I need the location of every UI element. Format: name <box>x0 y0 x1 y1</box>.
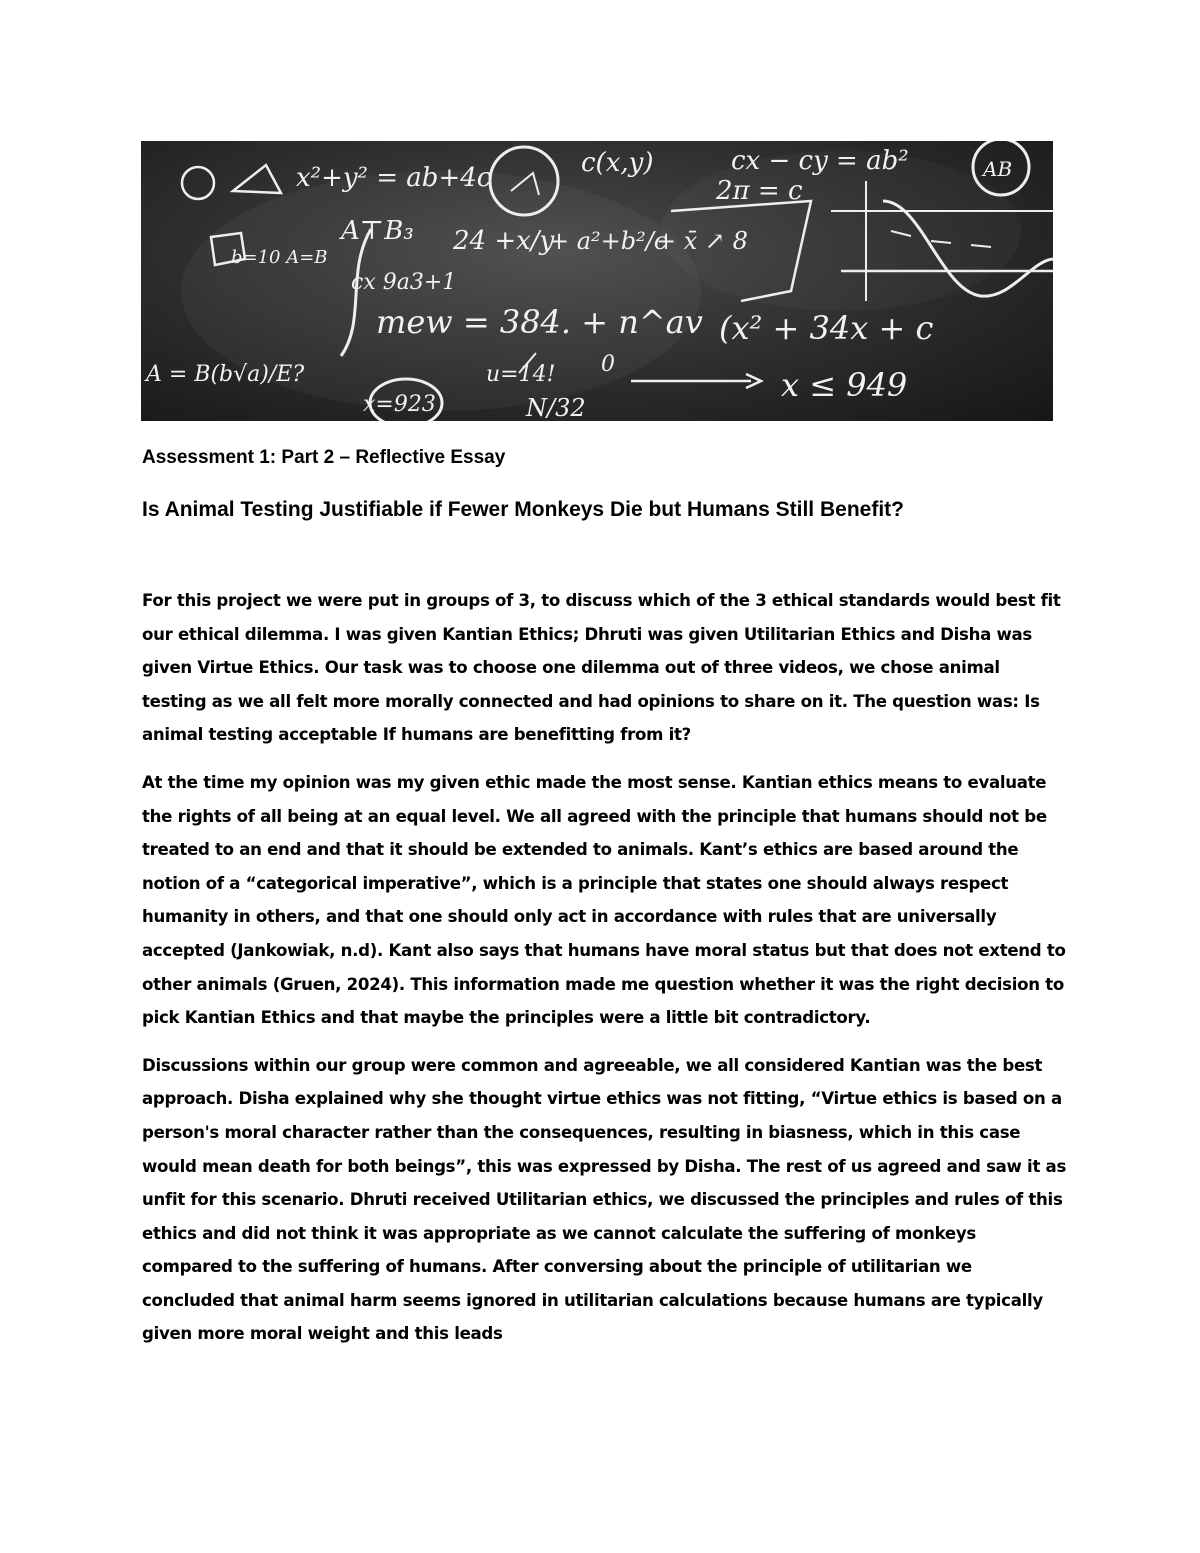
paragraph: At the time my opinion was my given ethic made the most sense. Kantian ethics means to evaluate the rights of all being at an equal level. We all agreed with the principle that humans should not be treated to an end and that it should be extended to animals. Kant’s ethics are based around the notion of a “categorical imperative”, which is a principle that states one should always respect humanity in others, and that one should only act in accordance with rules that are universally accepted (Jankowiak, n.d). Kant also says that humans have moral status but that does not extend to other animals (Gruen, 2024). This information made me question whether it was the right decision to pick Kantian Ethics and that maybe the principles were a little bit contradictory. <box>142 772 1066 1028</box>
paragraph: Discussions within our group were common and agreeable, we all considered Kantian was the best approach. Disha explained why she thought virtue ethics was not fitting, “Virtue ethics is based on a person's moral character rather than the consequences, resulting in biasness, which in this case would mean death for both beings”, this was expressed by Disha. The rest of us agreed and saw it as unfit for this scenario. Dhruti received Utilitarian ethics, we discussed the principles and rules of this ethics and did not think it was appropriate as we cannot calculate the suffering of monkeys compared to the suffering of humans. After conversing about the principle of utilitarian we concluded that animal harm seems ignored in utilitarian calculations because humans are typically given more moral weight and this leads <box>142 1055 1067 1344</box>
formula-text: N/32 <box>526 394 586 421</box>
formula-text: cx 9a3+1 <box>351 270 457 295</box>
formula-text: + x̄ ↗ 8 <box>656 227 748 255</box>
formula-text: c(x,y) <box>581 148 654 178</box>
formula-text: x ≤ 949 <box>781 366 908 404</box>
formula-text: (x² + 34x + c <box>719 309 934 347</box>
essay-title: Is Animal Testing Justifiable if Fewer Monkeys Die but Humans Still Benefit? <box>142 498 904 521</box>
formula-text: u=14! <box>486 362 556 387</box>
formula-text: b=10 A=B <box>231 247 328 268</box>
formula-text: AB <box>983 157 1013 181</box>
formula-text: 24 +x/y <box>453 226 555 256</box>
formula-text: 2π = c <box>716 176 803 206</box>
chalkboard-drawing <box>141 141 1053 421</box>
chalkboard-math-image <box>141 141 1053 421</box>
essay-body <box>142 584 1067 1365</box>
assessment-label: Assessment 1: Part 2 – Reflective Essay <box>142 447 506 468</box>
formula-text: + a²+b²/c <box>549 227 668 255</box>
formula-text: mew = 384. + n^av <box>376 303 703 341</box>
formula-text: 0 <box>601 352 615 377</box>
paragraph: For this project we were put in groups of 3, to discuss which of the 3 ethical standards would best fit our ethical dilemma. I was given Kantian Ethics; Dhruti was given Utilitarian Ethics and Disha was given Virtue Ethics. Our task was to choose one dilemma out of three videos, we chose animal testing as we all felt more morally connected and had opinions to share on it. The question was: Is animal testing acceptable If humans are benefitting from it? <box>142 591 1061 745</box>
formula-text: x²+y² = ab+4c <box>296 163 492 193</box>
formula-text: x=923 <box>363 392 436 417</box>
formula-text: A = B(b√a)/E? <box>146 362 305 387</box>
formula-text: cx − cy = ab² <box>731 146 909 176</box>
formula-text: A⊤B₃ <box>341 216 414 246</box>
